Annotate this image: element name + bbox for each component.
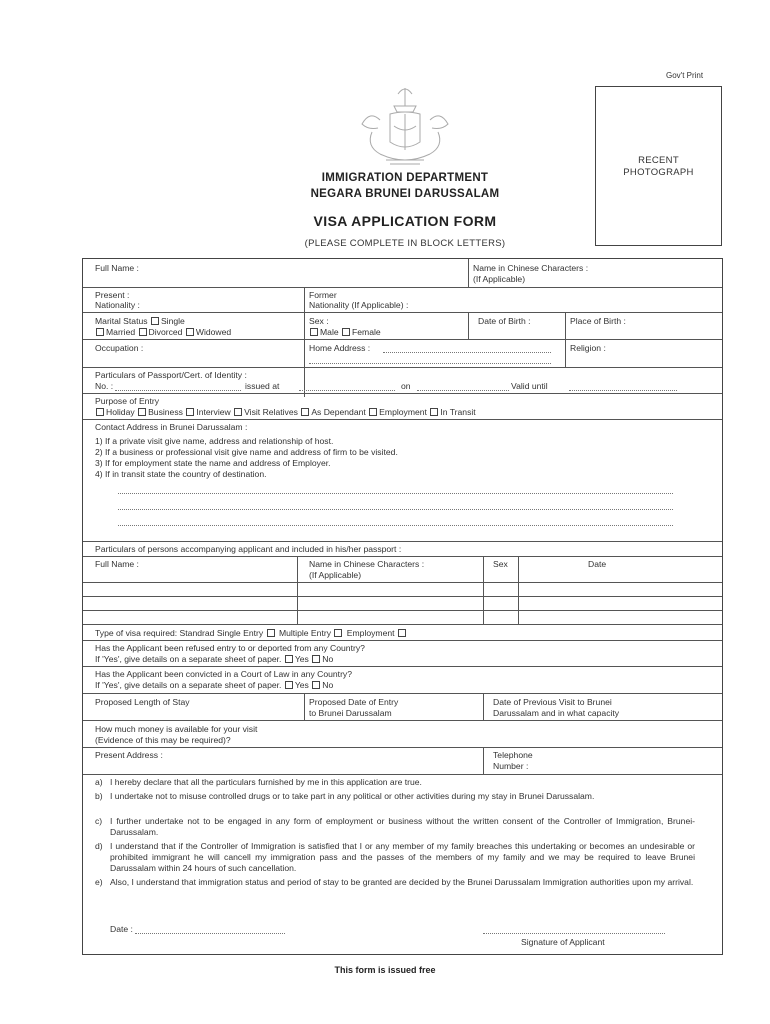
declaration-c-letter: c) [95, 816, 103, 826]
department-heading: IMMIGRATION DEPARTMENT [321, 172, 489, 184]
employment-visa-checkbox[interactable] [398, 629, 406, 637]
contact-note-1: 1) If a private visit give name, address and relationship of host. [95, 436, 334, 446]
acc-chinese-name-note: (If Applicable) [309, 570, 362, 580]
acc-chinese-name-header: Name in Chinese Characters : [309, 559, 425, 569]
refused-question: Has the Applicant been refused entry to or deported from any Country? [95, 643, 365, 653]
business-checkbox[interactable] [138, 408, 146, 416]
footer-note: This form is issued free [334, 965, 436, 975]
marital-status-row [95, 316, 185, 327]
purpose-label: Purpose of Entry [95, 396, 160, 406]
employment-visa-label: Employment [346, 628, 395, 638]
declaration-e-text: Also, I understand that immigration status and period of stay to be granted are decided by the Brunei Darussalam Immigration authorities upon my arrival. [110, 877, 694, 887]
signature-label: Signature of Applicant [521, 937, 605, 947]
sex-options-row [309, 327, 381, 338]
declaration-a-letter: a) [95, 777, 103, 787]
religion-label: Religion : [570, 343, 606, 353]
telephone-number-label: Number : [493, 761, 529, 771]
entry-date-label: Proposed Date of Entry [309, 697, 399, 707]
place-of-birth-label: Place of Birth : [570, 316, 626, 326]
single-entry-checkbox[interactable] [267, 629, 275, 637]
convicted-question: Has the Applicant been convicted in a Court of Law in any Country? [95, 669, 353, 679]
divorced-checkbox[interactable] [139, 328, 147, 336]
widowed-checkbox[interactable] [186, 328, 194, 336]
refused-no-label: No [322, 654, 334, 664]
male-label: Male [320, 327, 339, 337]
single-checkbox[interactable] [151, 317, 159, 325]
photo-label-photograph: PHOTOGRAPH [623, 167, 694, 178]
declaration-e-letter: e) [95, 877, 103, 887]
passport-no-label: No. : [95, 381, 114, 391]
business-label: Business [148, 407, 183, 417]
interview-label: Interview [196, 407, 231, 417]
refused-answer-row [95, 654, 333, 665]
visa-type-label: Type of visa required: Standrad Single Entry [95, 628, 264, 638]
holiday-label: Holiday [106, 407, 135, 417]
passport-label: Particulars of Passport/Cert. of Identity : [95, 370, 247, 380]
refused-yes-checkbox[interactable] [285, 655, 293, 663]
convicted-details-note: If 'Yes', give details on a separate sheet of paper. [95, 680, 282, 690]
contact-note-2: 2) If a business or professional visit give name and address of firm to be visited. [95, 447, 398, 457]
convicted-yes-checkbox[interactable] [285, 681, 293, 689]
acc-sex-header: Sex [493, 559, 508, 569]
employment-label: Employment [379, 407, 427, 417]
entry-date-note: to Brunei Darussalam [309, 708, 392, 718]
as-dependant-checkbox[interactable] [301, 408, 309, 416]
holiday-checkbox[interactable] [96, 408, 104, 416]
form-title: VISA APPLICATION FORM [313, 213, 497, 229]
date-label: Date : [110, 924, 133, 934]
occupation-label: Occupation : [95, 343, 144, 353]
date-of-birth-label: Date of Birth : [478, 316, 531, 326]
visit-relatives-checkbox[interactable] [234, 408, 242, 416]
former-nationality-label: Nationality (If Applicable) : [309, 300, 409, 310]
sex-label: Sex : [309, 316, 329, 326]
photo-box [595, 86, 722, 246]
former-label: Former [309, 290, 337, 300]
accompanying-label: Particulars of persons accompanying applicant and included in his/her passport : [95, 544, 402, 554]
female-checkbox[interactable] [342, 328, 350, 336]
money-question: How much money is available for your visit [95, 724, 258, 734]
refused-details-note: If 'Yes', give details on a separate sheet of paper. [95, 654, 282, 664]
present-address-label: Present Address : [95, 750, 163, 760]
issued-at-label: issued at [245, 381, 280, 391]
convicted-answer-row [95, 680, 333, 691]
refused-no-checkbox[interactable] [312, 655, 320, 663]
single-label: Single [160, 316, 185, 326]
convicted-no-label: No [322, 680, 334, 690]
purpose-options-row [95, 407, 476, 418]
declaration-a-text: I hereby declare that all the particulars furnished by me in this application are true. [110, 777, 422, 787]
home-address-label: Home Address : [309, 343, 371, 353]
divorced-label: Divorced [148, 327, 183, 337]
declaration-b-letter: b) [95, 791, 103, 801]
refused-yes-label: Yes [294, 654, 309, 664]
present-label: Present : [95, 290, 130, 300]
valid-until-label: Valid until [511, 381, 548, 391]
brunei-crest-emblem [350, 80, 460, 172]
in-transit-checkbox[interactable] [430, 408, 438, 416]
nationality-label: Nationality : [95, 300, 140, 310]
form-frame [82, 258, 723, 955]
married-checkbox[interactable] [96, 328, 104, 336]
full-name-label: Full Name : [95, 263, 139, 273]
acc-date-header: Date [588, 559, 607, 569]
interview-checkbox[interactable] [186, 408, 194, 416]
convicted-no-checkbox[interactable] [312, 681, 320, 689]
country-heading: NEGARA BRUNEI DARUSSALAM [310, 188, 500, 200]
declaration-d-letter: d) [95, 841, 103, 851]
marital-options-row [95, 327, 231, 338]
as-dependant-label: As Dependant [311, 407, 366, 417]
marital-status-label: Marital Status [95, 316, 148, 326]
length-of-stay-label: Proposed Length of Stay [95, 697, 190, 707]
multiple-entry-checkbox[interactable] [334, 629, 342, 637]
contact-note-3: 3) If for employment state the name and address of Employer. [95, 458, 331, 468]
chinese-name-label: Name in Chinese Characters : [473, 263, 589, 273]
convicted-yes-label: Yes [294, 680, 309, 690]
married-label: Married [106, 327, 136, 337]
visit-relatives-label: Visit Relatives [244, 407, 298, 417]
form-subtitle: (PLEASE COMPLETE IN BLOCK LETTERS) [304, 238, 506, 249]
female-label: Female [352, 327, 381, 337]
male-checkbox[interactable] [310, 328, 318, 336]
contact-note-4: 4) If in transit state the country of destination. [95, 469, 267, 479]
previous-visit-label: Date of Previous Visit to Brunei [493, 697, 612, 707]
declaration-c-text: I further undertake not to be engaged in any form of employment or business without the written consent of the Controller of Immigration, Brunei-Darussalam. [110, 816, 695, 837]
on-label: on [401, 381, 411, 391]
money-evidence-note: (Evidence of this may be required)? [95, 735, 231, 745]
chinese-name-note: (If Applicable) [473, 274, 526, 284]
acc-full-name-header: Full Name : [95, 559, 139, 569]
previous-visit-note: Darussalam and in what capacity [493, 708, 620, 718]
declaration-d-text: I understand that if the Controller of Immigration is satisfied that I or any member of my family breaches this undertaking or becomes an undesirable or prohibited immigrant he will cancell my immigration pass and the passes of the members of my family and we may be required to leave Brunei Darussalam within 24 hours of such cancellation. [110, 841, 695, 873]
employment-checkbox[interactable] [369, 408, 377, 416]
contact-address-label: Contact Address in Brunei Darussalam : [95, 422, 248, 432]
govt-print-note: Gov't Print [666, 71, 704, 80]
telephone-label: Telephone [493, 750, 533, 760]
photo-label-recent: RECENT [638, 155, 679, 166]
widowed-label: Widowed [195, 327, 232, 337]
in-transit-label: In Transit [440, 407, 476, 417]
declaration-b-text: I undertake not to misuse controlled drugs or to take part in any political or other activities during my stay in Brunei Darussalam. [110, 791, 595, 801]
visa-type-row [95, 628, 408, 639]
multiple-entry-label: Multiple Entry [278, 628, 331, 638]
